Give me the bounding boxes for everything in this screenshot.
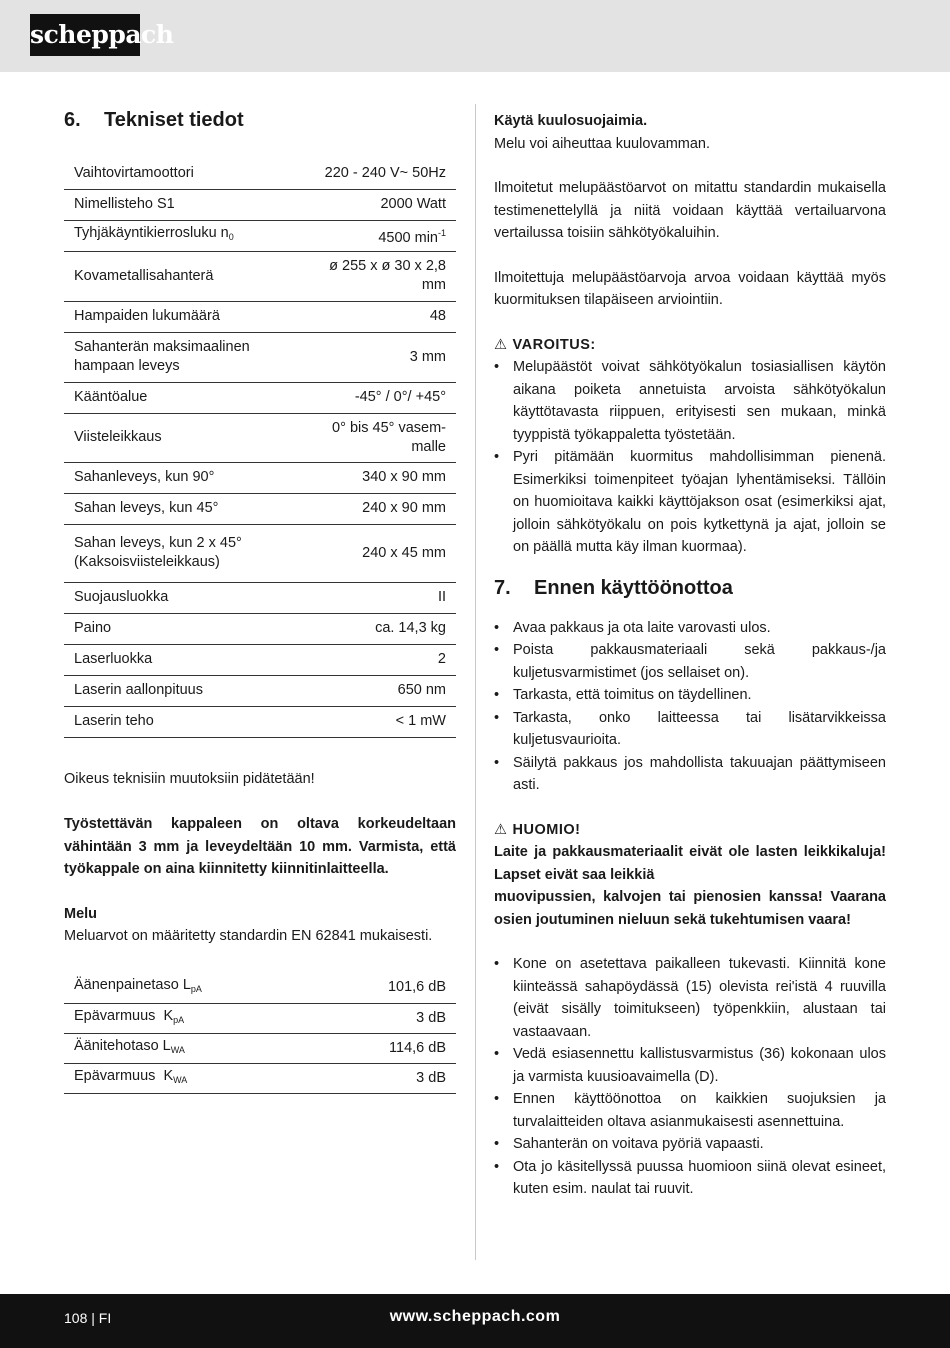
section-number: 6. [64, 108, 81, 131]
noise-row [64, 1034, 456, 1064]
spec-label [64, 706, 306, 737]
notice-label: HUOMIO! [512, 821, 581, 838]
spec-row [64, 413, 456, 462]
ear-protection-heading: Käytä kuulosuojaimia. [494, 113, 648, 129]
spec-value-text: 0° bis 45° vasem-malle [332, 419, 446, 455]
spec-value [306, 301, 456, 332]
spec-value [306, 251, 456, 301]
spec-row [64, 613, 456, 644]
spec-label [64, 644, 306, 675]
setup-bullet: • Vedä esiasennettu kallistusvarmistus (36) kokonaan ulos ja varmista kuusioavaimella (D). [494, 1043, 886, 1088]
spec-label-text: Sahan leveys, kun 45° [74, 500, 219, 516]
spec-label [64, 493, 306, 524]
notice-text-1: Laite ja pakkausmateriaalit eivät ole lasten leikkikaluja! Lapset eivät saa leikkiä [494, 844, 886, 883]
spec-label [64, 189, 306, 220]
spec-value-text: 2000 Watt [380, 196, 446, 212]
spec-label [64, 462, 306, 493]
spec-label-text: Paino [74, 620, 112, 636]
warning-bullets [494, 356, 886, 559]
spec-value-text: ca. 14,3 kg [375, 620, 446, 636]
spec-row [64, 493, 456, 524]
warning-label: VAROITUS: [512, 336, 596, 353]
unpacking-bullets [494, 617, 886, 797]
spec-value-text: 240 x 45 mm [362, 544, 446, 561]
spec-value-text: -45° / 0°/ +45° [354, 389, 446, 405]
spec-label [64, 332, 306, 382]
spec-label-text: Kovametallisahanterä [74, 267, 214, 284]
spec-value [306, 706, 456, 737]
spec-value [306, 524, 456, 582]
noise-label [64, 1004, 321, 1034]
section-6-heading [64, 106, 456, 134]
spec-value-text: 220 - 240 V~ 50Hz [324, 164, 446, 181]
unpacking-bullet: • Tarkasta, onko laitteessa tai lisätarvikkeissa kuljetusvaurioita. [494, 707, 886, 752]
spec-value [306, 675, 456, 706]
section-title: Tekniset tiedot [104, 108, 244, 131]
spec-value [306, 158, 456, 189]
spec-label-text: Tyhjäkäyntikierrosluku n [74, 225, 229, 241]
spec-label-text: Suojausluokka [74, 589, 169, 605]
noise-label-text: Epävarmuus K [74, 1008, 174, 1024]
spec-value [306, 382, 456, 413]
setup-bullets [494, 953, 886, 1201]
spec-row [64, 644, 456, 675]
spec-label-text: Sahanterän maksimaalinen hampaan leveys [74, 339, 250, 374]
section-number: 7. [494, 577, 511, 599]
spec-value-text: 4500 min [378, 229, 438, 246]
spec-row [64, 251, 456, 301]
spec-value-text: 3 mm [409, 348, 446, 365]
spec-row [64, 382, 456, 413]
setup-bullet: • Sahanterän on voitava pyöriä vapaasti. [494, 1133, 886, 1156]
spec-label [64, 301, 306, 332]
warning-triangle-icon: ⚠ [494, 336, 508, 353]
spec-row [64, 220, 456, 251]
noise-row [64, 1004, 456, 1034]
scheppach-logo: scheppach [30, 14, 140, 56]
spec-label [64, 382, 306, 413]
spec-label [64, 675, 306, 706]
spec-label-text: Sahanleveys, kun 90° [74, 469, 215, 485]
spec-value [306, 493, 456, 524]
spec-label-text: Hampaiden lukumäärä [74, 308, 220, 324]
spec-label-text: Sahan leveys, kun 2 x 45° (Kaksoisviisteleikkaus) [74, 535, 242, 570]
noise-label [64, 972, 321, 1004]
noise-paragraph-1: Ilmoitetut melupäästöarvot on mitattu standardin mukaisella testimenettelyllä ja niitä voidaan käyttää vertailuarvona vertailussa toisiin sähkötyökaluihin. [494, 180, 886, 241]
spec-label-text: Viisteleikkaus [74, 429, 162, 445]
noise-row [64, 972, 456, 1004]
spec-value [306, 613, 456, 644]
noise-value: 101,6 dB [321, 972, 456, 1004]
spec-value-text: 650 nm [397, 682, 446, 698]
unpacking-bullet: • Poista pakkausmateriaali sekä pakkaus-/ja kuljetusvarmistimet (jos sellaiset on). [494, 639, 886, 684]
spec-label [64, 413, 306, 462]
setup-bullet: • Ennen käyttöönottoa on kaikkien suojuksien ja turvalaitteiden oltava asianmukaisesti asennettuina. [494, 1088, 886, 1133]
spec-label [64, 251, 306, 301]
spec-row [64, 706, 456, 737]
setup-bullet: • Kone on asetettava paikalleen tukevasti. Kiinnitä kone kiinteässä sahapöydässä (15) olevista rei'istä 4 ruuvilla (eivät sisälly toimitukseen) työpenkkiin, alustaan tai vastaavaan. [494, 953, 886, 1043]
spec-value-text: ø 255 x ø 30 x 2,8 mm [329, 258, 446, 293]
noise-label [64, 1034, 321, 1064]
spec-value [306, 413, 456, 462]
spec-value-text: 48 [429, 308, 446, 324]
noise-heading: Melu [64, 905, 98, 922]
left-column [64, 104, 456, 1094]
spec-value-text: < 1 mW [395, 713, 446, 729]
noise-text: Meluarvot on määritetty standardin EN 62841 mukaisesti. [64, 928, 433, 944]
notice-heading [494, 819, 886, 842]
page-number: 108 | FI [64, 1310, 112, 1326]
warning-triangle-icon: ⚠ [494, 821, 508, 838]
changes-note: Oikeus teknisiin muutoksiin pidätetään! [64, 770, 315, 787]
spec-value [306, 332, 456, 382]
spec-label-text: Laserin aallonpituus [74, 682, 203, 698]
spec-label-text: Kääntöalue [74, 389, 148, 405]
page-footer [0, 1294, 950, 1348]
spec-value-text: 340 x 90 mm [362, 469, 446, 485]
spec-label-text: Nimellisteho S1 [74, 196, 175, 212]
spec-label [64, 613, 306, 644]
spec-label [64, 158, 306, 189]
noise-table [64, 972, 456, 1095]
spec-value-text: 240 x 90 mm [362, 500, 446, 516]
spec-value [306, 220, 456, 251]
unpacking-bullet: • Säilytä pakkaus jos mahdollista takuuajan päättymiseen asti. [494, 752, 886, 797]
spec-label-subscript: 0 [228, 232, 234, 242]
spec-row [64, 462, 456, 493]
spec-value [306, 462, 456, 493]
spec-value-superscript: -1 [437, 227, 446, 238]
spec-label [64, 220, 306, 251]
spec-row [64, 158, 456, 189]
spec-row [64, 582, 456, 613]
spec-row [64, 675, 456, 706]
spec-label [64, 524, 306, 582]
spec-label-text: Laserin teho [74, 713, 154, 729]
noise-label-text: Äänenpainetaso L [74, 976, 191, 993]
unpacking-bullet: • Avaa pakkaus ja ota laite varovasti ulos. [494, 617, 886, 640]
spec-row [64, 301, 456, 332]
website-link[interactable]: www.scheppach.com [389, 1308, 561, 1325]
spec-value-text: II [437, 589, 446, 605]
setup-bullet: • Ota jo käsitellyssä puussa huomioon siinä olevat esineet, kuten esim. naulat tai ruuvit. [494, 1156, 886, 1201]
noise-label-subscript: WA [173, 1075, 188, 1085]
noise-paragraph-2: Ilmoitettuja melupäästöarvoja arvoa voidaan käyttää myös kuormituksen tilapäiseen arviointiin. [494, 269, 886, 308]
noise-label-subscript: pA [190, 983, 202, 994]
notice-text-2: muovipussien, kalvojen tai pienosien kanssa! Vaarana osien joutuminen nieluun sekä tukehtumisen vaara! [494, 889, 886, 928]
workpiece-note: Työstettävän kappaleen on oltava korkeudeltaan vähintään 3 mm ja leveydeltään 10 mm. Varmista, että työkappale on aina kiinnitetty kiinnitinlaitteella. [64, 816, 456, 877]
ear-protection-text: Melu voi aiheuttaa kuulovamman. [494, 135, 711, 152]
spec-value [306, 644, 456, 675]
spec-label-text: Laserluokka [74, 651, 153, 667]
noise-label-subscript: pA [173, 1015, 185, 1025]
noise-value: 114,6 dB [321, 1034, 456, 1064]
spec-row [64, 189, 456, 220]
spec-value [306, 582, 456, 613]
page-header [0, 0, 950, 72]
noise-value: 3 dB [321, 1004, 456, 1034]
section-title: Ennen käyttöönottoa [534, 577, 733, 599]
warning-bullet: • Melupäästöt voivat sähkötyökalun tosiasiallisen käytön aikana poiketa annetuista arvoista sähkötyökalun käyttötavasta riippuen, erityisesti sen mukaan, minkä tyyppistä työkappaletta työstetään. [494, 356, 886, 446]
noise-label-text: Epävarmuus K [74, 1068, 174, 1084]
spec-label-text: Vaihtovirtamoottori [74, 164, 194, 181]
column-divider [475, 104, 476, 1260]
unpacking-bullet: • Tarkasta, että toimitus on täydellinen. [494, 684, 886, 707]
spec-row [64, 524, 456, 582]
noise-row [64, 1064, 456, 1094]
section-7-heading [494, 575, 886, 603]
spec-value [306, 189, 456, 220]
spec-label [64, 582, 306, 613]
spec-value-text: 2 [437, 651, 446, 667]
noise-label [64, 1064, 321, 1094]
warning-bullet: • Pyri pitämään kuormitus mahdollisimman pienenä. Esimerkiksi toimenpiteet työajan lyhentämiseksi. Tällöin on huomioitava kaikki käyttöjakson osat (esimerkiksi ajat, jolloin sähkötyökalu on pois kytkettynä ja ajat, jolloin se on päällä mutta käy ilman kuormaa). [494, 446, 886, 559]
noise-value: 3 dB [321, 1064, 456, 1094]
noise-label-text: Äänitehotaso L [74, 1038, 171, 1054]
spec-row [64, 332, 456, 382]
tech-spec-table [64, 158, 456, 738]
right-column [494, 110, 886, 1201]
noise-label-subscript: WA [170, 1045, 185, 1055]
warning-heading [494, 334, 886, 357]
